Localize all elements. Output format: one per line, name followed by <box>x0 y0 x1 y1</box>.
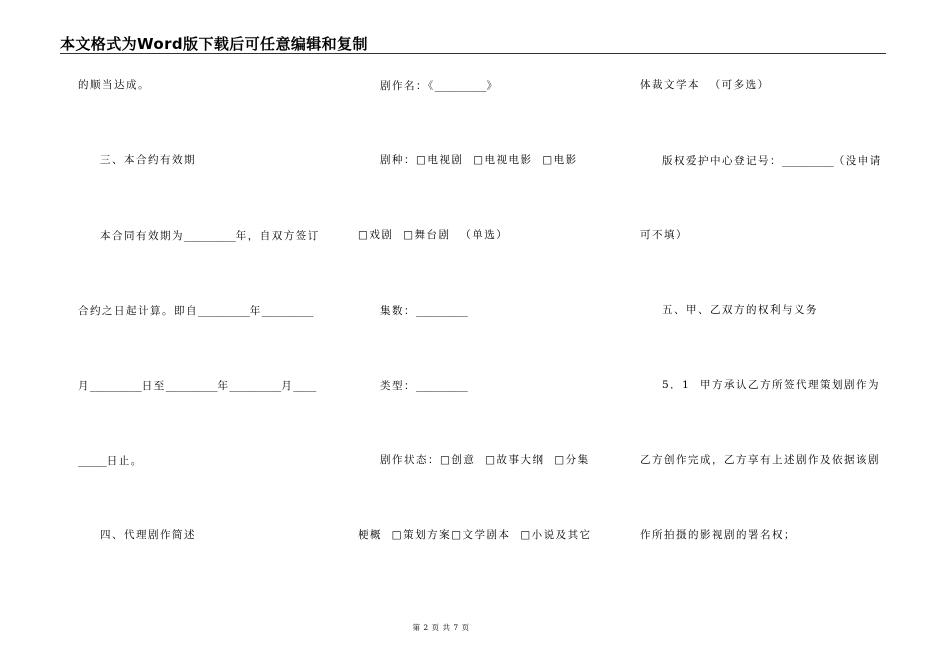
copyright-registration-note: 可不填） <box>640 229 688 241</box>
script-type-field: 类型：_________ <box>380 378 468 392</box>
blank-field: ____ <box>293 378 317 392</box>
document-header-title: 本文格式为Word版下载后可任意编辑和复制 <box>60 35 368 53</box>
copyright-registration-field: 版权爱护中心登记号：_________（没申请 <box>662 153 882 167</box>
clause-5-1-signature-right: 作所拍摄的影视剧的署名权； <box>640 529 796 541</box>
blank-field: _________ <box>229 378 282 392</box>
page-number-footer: 第 2 页 共 7 页 <box>412 623 470 632</box>
script-status-options-continued: 梗概 □策划方案□文学剧本 □小说及其它 <box>358 529 592 541</box>
blank-field: _________ <box>416 378 468 392</box>
genre-options: 剧种：□电视剧 □电视电影 □电影 <box>380 154 578 166</box>
column-middle <box>358 48 620 573</box>
section-four-heading: 四、代理剧作简述 <box>100 529 196 541</box>
blank-field: _____ <box>78 453 107 467</box>
blank-field: _________ <box>90 378 142 392</box>
blank-field: _________ <box>261 303 314 317</box>
script-title-field: 剧作名：《_________》 <box>380 78 499 92</box>
column-right <box>640 48 902 573</box>
script-status-options: 剧作状态：□创意 □故事大纲 □分集 <box>380 454 590 466</box>
genre-options-continued: □戏剧 □舞台剧 （单选） <box>358 229 509 241</box>
format-options: 体裁文学本 （可多选） <box>640 79 770 91</box>
validity-start-text: 合约之日起计算。即自_________年_________ <box>78 303 314 317</box>
section-five-heading: 五、甲、乙双方的权利与义务 <box>662 304 818 316</box>
blank-field: _________ <box>416 303 468 317</box>
completion-text: 的顺当达成。 <box>78 79 150 91</box>
blank-field: _________ <box>434 78 487 92</box>
blank-field: _________ <box>165 378 218 392</box>
validity-range-text: 月_________日至_________年_________月____ <box>78 378 317 392</box>
episode-count-field: 集数：_________ <box>380 303 468 317</box>
section-three-heading: 三、本合约有效期 <box>100 154 196 166</box>
column-left <box>78 48 340 573</box>
blank-field: _________ <box>184 228 236 242</box>
validity-period-text: 本合同有效期为_________年，自双方签订 <box>100 228 320 242</box>
validity-end-text: _____日止。 <box>78 453 143 467</box>
blank-field: _________ <box>782 153 834 167</box>
blank-field: _________ <box>198 303 250 317</box>
clause-5-1-text: 5．1 甲方承认乙方所签代理策划剧作为 <box>662 379 881 391</box>
clause-5-1-continued: 乙方创作完成，乙方享有上述剧作及依据该剧 <box>640 454 880 466</box>
